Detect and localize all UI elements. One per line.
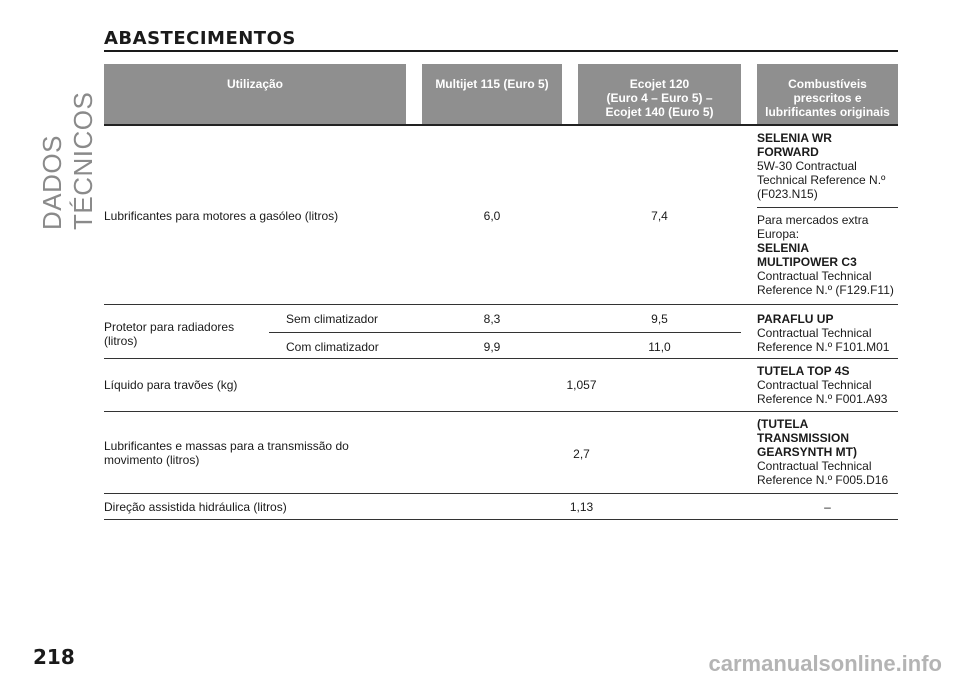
- brake-value: 1,057: [566, 378, 597, 392]
- engine-oil-fuel-b-ref: Contractual Technical Reference N.º (F129.F11): [757, 269, 894, 297]
- brake-fuel-ref: Contractual Technical Reference N.º F001.A93: [757, 378, 888, 406]
- engine-oil-label: Lubrificantes para motores a gasóleo (litros): [104, 209, 339, 223]
- engine-oil-fuel-split: [757, 207, 898, 208]
- steering-label: Direção assistida hidráulica (litros): [104, 500, 287, 514]
- header-multijet: Multijet 115 (Euro 5): [422, 64, 562, 124]
- page-title: ABASTECIMENTOS: [104, 28, 296, 49]
- engine-oil-fuel-b-name: SELENIA MULTIPOWER C3: [757, 241, 857, 269]
- transmission-label: Lubrificantes e massas para a transmissão do movimento (litros): [104, 439, 349, 467]
- engine-oil-multijet: 6,0: [483, 209, 501, 223]
- engine-oil-fuel-b-intro: Para mercados extra Europa:: [757, 213, 869, 241]
- engine-oil-ecojet: 7,4: [651, 209, 668, 223]
- radiator-sub2-label: Com climatizador: [286, 340, 379, 354]
- engine-oil-fuel-a-ref: 5W-30 Contractual Technical Reference N.º (F023.N15): [757, 159, 886, 201]
- page-number: 218: [33, 645, 75, 669]
- header-fuels: Combustíveis prescritos e lubrificantes originais: [757, 64, 898, 124]
- title-underline: [104, 50, 898, 52]
- engine-oil-fuel-a-name: SELENIA WR FORWARD: [757, 131, 832, 159]
- radiator-fuel-name: PARAFLU UP: [757, 312, 834, 326]
- radiator-fuel-ref: Contractual Technical Reference N.º F101.M01: [757, 326, 890, 354]
- table-bottom-rule: [104, 519, 898, 520]
- radiator-sub1-ecojet: 9,5: [651, 312, 668, 326]
- radiator-sub2-multijet: 9,9: [483, 340, 501, 354]
- row-rule: [104, 304, 898, 305]
- radiator-sub2-ecojet: 11,0: [648, 340, 671, 354]
- watermark: carmanualsonline.info: [708, 651, 942, 676]
- radiator-sub-rule: [269, 332, 741, 333]
- transmission-fuel-ref: Contractual Technical Reference N.º F005.D16: [757, 459, 889, 487]
- brake-fuel-name: TUTELA TOP 4S: [757, 364, 850, 378]
- header-usage: Utilização: [104, 64, 406, 124]
- brake-label: Líquido para travões (kg): [104, 378, 238, 392]
- radiator-label: Protetor para radiadores (litros): [104, 320, 235, 348]
- transmission-value: 2,7: [573, 447, 590, 461]
- radiator-sub1-multijet: 8,3: [483, 312, 501, 326]
- transmission-fuel-name: (TUTELA TRANSMISSION GEARSYNTH MT): [757, 417, 857, 459]
- radiator-sub1-label: Sem climatizador: [286, 312, 379, 326]
- header-ecojet: Ecojet 120 (Euro 4 – Euro 5) – Ecojet 140 (Euro 5): [578, 64, 741, 124]
- steering-value: 1,13: [569, 500, 594, 514]
- row-rule: [104, 358, 898, 359]
- row-rule: [104, 493, 898, 494]
- header-rule: [104, 124, 898, 126]
- section-side-title: DADOS TÉCNICOS: [37, 91, 98, 230]
- row-rule: [104, 411, 898, 412]
- steering-fuel: –: [824, 500, 831, 514]
